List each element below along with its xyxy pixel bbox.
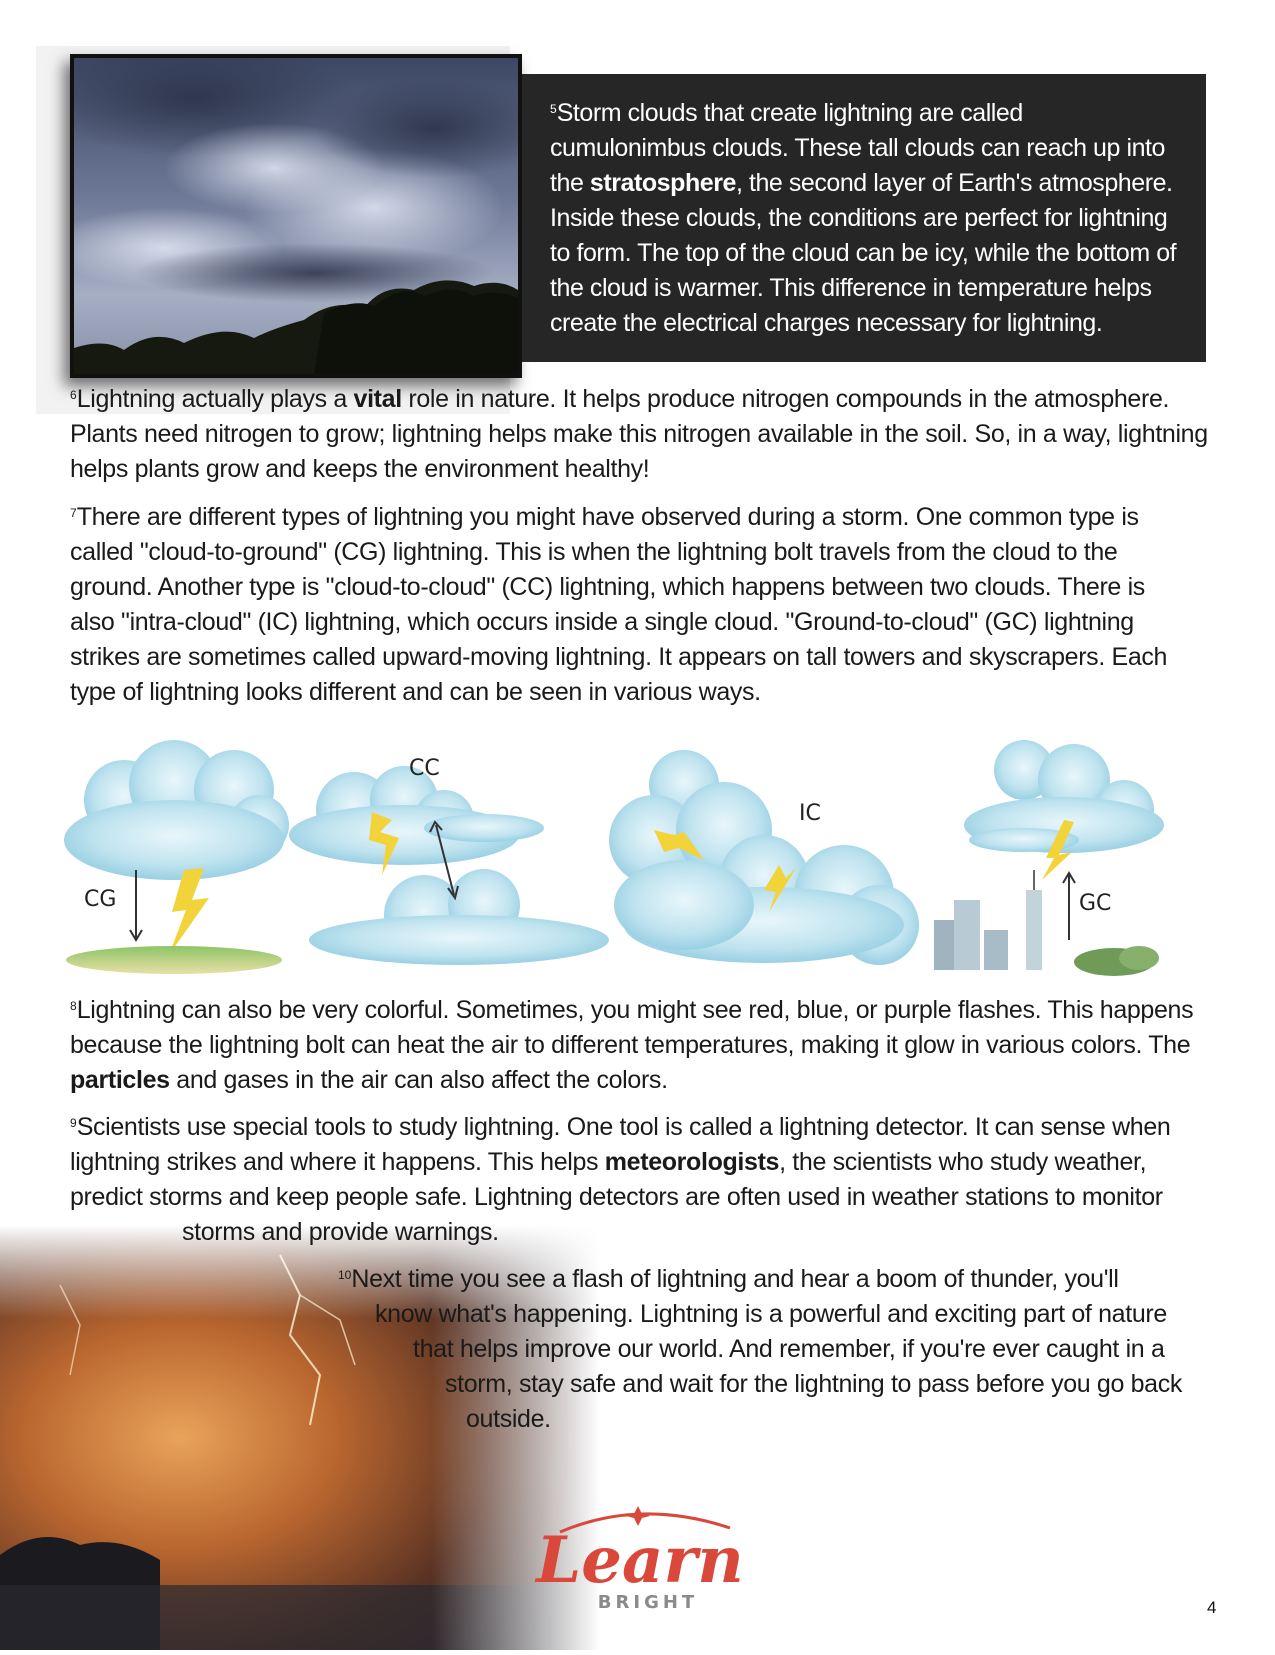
vocab-term: particles (70, 1066, 170, 1094)
paragraph-text: Next time you see a flash of lightning and hear a boom of thunder, you'll (351, 1265, 1119, 1293)
paragraph-text: Scientists use special tools to study lightning. One tool is called a lightning detector. It can sense when (76, 1113, 1171, 1141)
paragraph-7 (70, 500, 1190, 710)
paragraph-line (70, 1145, 1220, 1180)
vocab-term: vital (353, 385, 402, 413)
paragraph-5 (550, 96, 1182, 341)
gc-label: GC (1079, 891, 1112, 916)
paragraph-line: storm, stay safe and wait for the lightning to pass before you go back (445, 1370, 1183, 1398)
lightning-types-illustration (64, 740, 1214, 1030)
paragraph-number: 6 (70, 388, 77, 402)
paragraph-line: that helps improve our world. And remember, if you're ever caught in a (413, 1335, 1165, 1363)
cg-label: CG (84, 887, 117, 912)
paragraph-text: lightning strikes and where it happens. This helps (70, 1148, 605, 1176)
paragraph-text: role in nature. It helps produce nitrogen compounds in the atmosphere. Plants need nitrogen to grow; lightning helps make this nitrogen available in the soil. So, in a way, lightning helps plants grow and keeps the environment healthy! (70, 385, 1208, 483)
storm-cloud-photo (70, 54, 522, 378)
paragraph-number: 10 (338, 1268, 352, 1282)
paragraph-text: There are different types of lightning you might have observed during a storm. One common type is called "cloud-to-ground" (CG) lightning. This is when the lightning bolt travels from the cloud to the ground. Another type is "cloud-to-cloud" (CC) lightning, which happens between two clouds. There is also "intra-cloud" (IC) lightning, which occurs inside a single cloud. "Ground-to-cloud" (GC) lightning strikes are sometimes called upward-moving lightning. It appears on tall towers and skyscrapers. Each type of lightning looks different and can be seen in various ways. (70, 503, 1168, 706)
paragraph-line: storms and provide warnings. (182, 1218, 499, 1246)
gc-scene (934, 740, 1164, 976)
paragraph-line: outside. (466, 1405, 551, 1433)
paragraph-number: 5 (550, 102, 557, 116)
ic-label: IC (799, 801, 821, 826)
stratosphere-callout (522, 74, 1206, 362)
paragraph-number: 8 (70, 999, 77, 1013)
paragraph-9 (70, 1110, 1220, 1250)
logo-wordmark: Learn (536, 1523, 744, 1598)
cc-label: CC (409, 756, 440, 781)
paragraph-line: know what's happening. Lightning is a powerful and exciting part of nature (375, 1300, 1167, 1328)
logo-subtitle: BRIGHT (597, 1592, 699, 1613)
paragraph-10 (338, 1262, 1198, 1437)
paragraph-line (70, 1110, 1220, 1145)
page-number: 4 (1207, 1598, 1217, 1617)
paragraph-text: , the second layer of Earth's atmosphere. Inside these clouds, the conditions are perfect for lightning to form. The top of the cloud can be icy, while the bottom of the cloud is warmer. This difference in temperature helps create the electrical charges necessary for lightning. (550, 169, 1177, 337)
paragraph-line (338, 1262, 1198, 1297)
ic-cloud (609, 750, 919, 965)
paragraph-number: 7 (70, 506, 77, 520)
cg-cloud (64, 740, 289, 974)
paragraph-text: Storm clouds that create lightning are called cumulonimbus clouds. These tall clouds can reach up into the (550, 99, 1165, 197)
vocab-term: stratosphere (589, 169, 736, 197)
paragraph-number: 9 (70, 1116, 77, 1130)
vocab-term: meteorologists (604, 1148, 780, 1176)
paragraph-6 (70, 382, 1210, 487)
paragraph-text: and gases in the air can also affect the colors. (169, 1066, 668, 1094)
cc-clouds (289, 766, 609, 965)
paragraph-text: Lightning can also be very colorful. Sometimes, you might see red, blue, or purple flashes. This happens because the lightning bolt can heat the air to different temperatures, making it glow in various colors. The (70, 996, 1194, 1059)
paragraph-text: Lightning actually plays a (76, 385, 354, 413)
learn-bright-logo (530, 1500, 750, 1620)
paragraph-text: , the scientists who study weather, (779, 1148, 1147, 1176)
paragraph-8 (70, 993, 1210, 1098)
paragraph-line: predict storms and keep people safe. Lightning detectors are often used in weather stations to monitor (70, 1183, 1163, 1211)
